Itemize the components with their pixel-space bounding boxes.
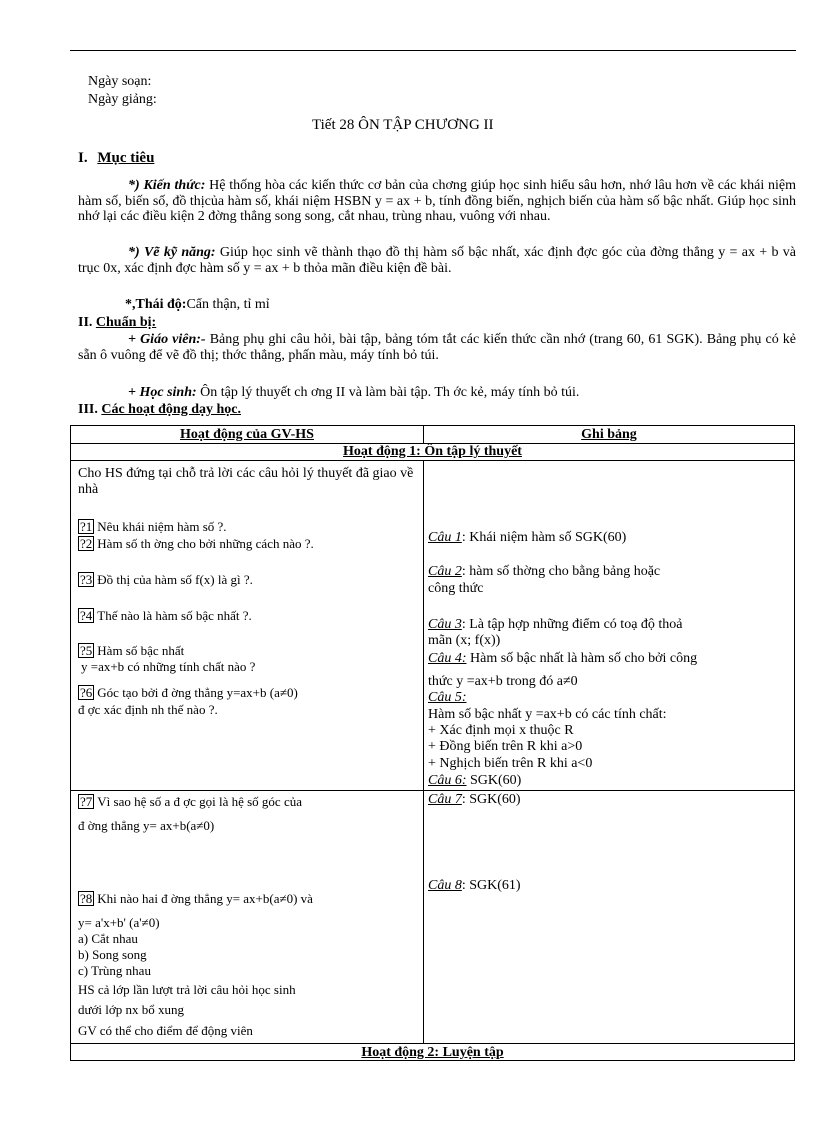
section3-title: Các hoạt động dạy học. (101, 402, 241, 417)
answer-5-prop: + Xác định mọi x thuộc R (428, 723, 574, 738)
row-divider (71, 790, 794, 791)
question-5-line2: y =ax+b có những tính chất nào ? (81, 659, 256, 674)
question-number: ?2 (80, 536, 93, 551)
question-text: Thế nào là hàm số bậc nhất ?. (97, 608, 252, 623)
question-text: Hàm số th ờng cho bởi những cách nào ?. (97, 536, 314, 551)
activity2-heading: Hoạt động 2: Luyện tập (361, 1045, 504, 1060)
question-7 (78, 794, 302, 810)
attitude-label: *,Thái độ: (125, 297, 187, 312)
activity1-heading: Hoạt động 1: Ôn tập lý thuyết (343, 444, 522, 459)
question-number: ?4 (80, 608, 93, 623)
answer-6 (428, 773, 521, 789)
question-7-line2: đ ờng thẳng y= ax+b(a≠0) (78, 818, 215, 833)
answer-label: Câu 7 (428, 792, 462, 807)
question-3 (78, 572, 253, 588)
question-number: ?7 (80, 794, 93, 809)
header-rule (70, 50, 796, 51)
attitude-text: Cẩn thận, tỉ mỉ (186, 297, 270, 312)
section3-number: III. (78, 402, 98, 417)
column-divider (423, 460, 424, 1043)
answer-5-label: Câu 5: (428, 690, 467, 705)
option-c: c) Trùng nhau (78, 963, 151, 978)
answer-8 (428, 878, 521, 894)
section1-number: I. (78, 150, 88, 166)
question-8 (78, 891, 313, 907)
knowledge-text: Hệ thống hòa các kiến thức cơ bản của chơng giúp học sinh hiểu sâu hơn, nhớ lâu hơn về các khái niệm hàm số, biến số, đồ thịcủa hàm số, khái niệm HSBN y = ax + b, tính đồng biến, nghịch biến của hàm số bậc nhất. Giúp học sinh nhớ lại các điều kiện 2 đờng thẳng song song, cắt nhau, trùng nhau, vuông với nhau. (78, 178, 796, 225)
section2-title: Chuẩn bị: (95, 315, 157, 330)
intro-text: Cho HS đứng tại chỗ trả lời các câu hỏi lý thuyết đã giao về nhà (78, 466, 414, 497)
question-1 (78, 519, 227, 535)
section3-heading (78, 402, 241, 418)
teacher-paragraph (78, 332, 796, 363)
question-number: ?6 (80, 685, 93, 700)
answer-3 (428, 617, 683, 633)
skill-text: Giúp học sinh vẽ thành thạo đồ thị hàm số bậc nhất, xác định đợc góc của đờng thẳng y = ax + b và trục 0x, xác định đợc hàm số y = ax + b thỏa mãn điều kiện đề bài. (78, 245, 796, 276)
question-8-line2: y= a'x+b' (a'≠0) (78, 915, 160, 930)
question-6 (78, 685, 298, 701)
gv-line: GV có thể cho điểm để động viên (78, 1023, 253, 1038)
answer-4-line2: thức y =ax+b trong đó a≠0 (428, 674, 578, 689)
option-a: a) Cắt nhau (78, 931, 138, 946)
section2-heading (78, 315, 156, 331)
question-2 (78, 536, 314, 552)
teacher-label: + Giáo viên:- (128, 332, 206, 347)
knowledge-paragraph (78, 178, 796, 225)
row-divider (71, 460, 794, 461)
date-taught: Ngày giảng: (88, 92, 157, 107)
col-header-left: Hoạt động của GV-HS (180, 427, 314, 442)
question-text: Góc tạo bởi đ ờng thẳng y=ax+b (a≠0) (97, 685, 298, 700)
student-line (128, 385, 579, 401)
question-number: ?8 (80, 891, 93, 906)
question-number: ?3 (80, 572, 93, 587)
answer-label: Câu 8 (428, 878, 462, 893)
question-number: ?1 (80, 519, 93, 534)
question-text: Đồ thị của hàm số f(x) là gì ?. (97, 572, 253, 587)
section1-title: Mục tiêu (97, 150, 155, 166)
skill-label: *) Vẽ kỹ năng: (128, 245, 216, 260)
col-header-right: Ghi bảng (581, 427, 637, 442)
answer-label: Câu 1 (428, 530, 462, 545)
student-text: Ôn tập lý thuyết ch ơng II và làm bài tập. Th ớc kẻ, máy tính bỏ túi. (200, 385, 580, 400)
hs-line2: dưới lớp nx bổ xung (78, 1002, 185, 1017)
answer-1 (428, 530, 626, 546)
answer-4 (428, 651, 697, 667)
answer-label: Câu 6: (428, 773, 467, 788)
answer-label: Câu 3 (428, 617, 462, 632)
question-number: ?5 (80, 643, 93, 658)
answer-text: : hàm số thờng cho bằng bảng hoặc (461, 564, 661, 579)
answer-text: Hàm số bậc nhất là hàm số cho bởi công (466, 651, 698, 666)
question-5 (78, 643, 184, 659)
question-4 (78, 608, 252, 624)
hs-line1: HS cả lớp lần lượt trả lời câu hỏi học sinh (78, 982, 296, 997)
question-text: Vì sao hệ số a đ ợc gọi là hệ số góc của (97, 794, 302, 809)
answer-label: Câu 2 (428, 564, 462, 579)
row-divider (71, 1043, 794, 1044)
section1-heading (78, 150, 154, 167)
question-6-line2: đ ợc xác định nh thế nào ?. (78, 702, 218, 717)
answer-5-prop: + Nghịch biến trên R khi a<0 (428, 756, 593, 771)
answer-7 (428, 792, 521, 808)
answer-text: SGK(60) (466, 773, 522, 788)
skill-paragraph (78, 245, 796, 276)
student-label: + Học sinh: (128, 385, 197, 400)
answer-text: : Là tập hợp những điểm có toạ độ thoả (461, 617, 683, 632)
knowledge-label: *) Kiến thức: (128, 178, 206, 193)
answer-5-prop: + Đồng biến trên R khi a>0 (428, 739, 583, 754)
date-prepared: Ngày soạn: (88, 74, 152, 89)
answer-label: Câu 4: (428, 651, 467, 666)
option-b: b) Song song (78, 947, 147, 962)
teacher-text: Bảng phụ ghi câu hỏi, bài tập, bảng tóm tắt các kiến thức cần nhớ (trang 60, 61 SGK). Bảng phụ có kẻ sẵn ô vuông để vẽ đồ thị; thớc thẳng, phấn màu, máy tính bỏ túi. (78, 332, 797, 363)
answer-text: : SGK(61) (461, 878, 521, 893)
answer-2 (428, 564, 660, 580)
answer-text: : Khái niệm hàm số SGK(60) (461, 530, 627, 545)
lesson-title: Tiết 28 ÔN TẬP CHƯƠNG II (312, 117, 494, 133)
attitude-line (125, 297, 270, 313)
question-text: Nêu khái niệm hàm số ?. (97, 519, 227, 534)
question-text: Khi nào hai đ ờng thẳng y= ax+b(a≠0) và (97, 891, 313, 906)
answer-2-line2: công thức (428, 581, 484, 596)
answer-3-line2: mãn (x; f(x)) (428, 633, 501, 648)
activity-table (70, 425, 795, 1061)
section2-number: II. (78, 315, 93, 330)
answer-text: : SGK(60) (461, 792, 521, 807)
answer-5-intro: Hàm số bậc nhất y =ax+b có các tính chất: (428, 707, 667, 722)
question-text: Hàm số bậc nhất (97, 643, 185, 658)
